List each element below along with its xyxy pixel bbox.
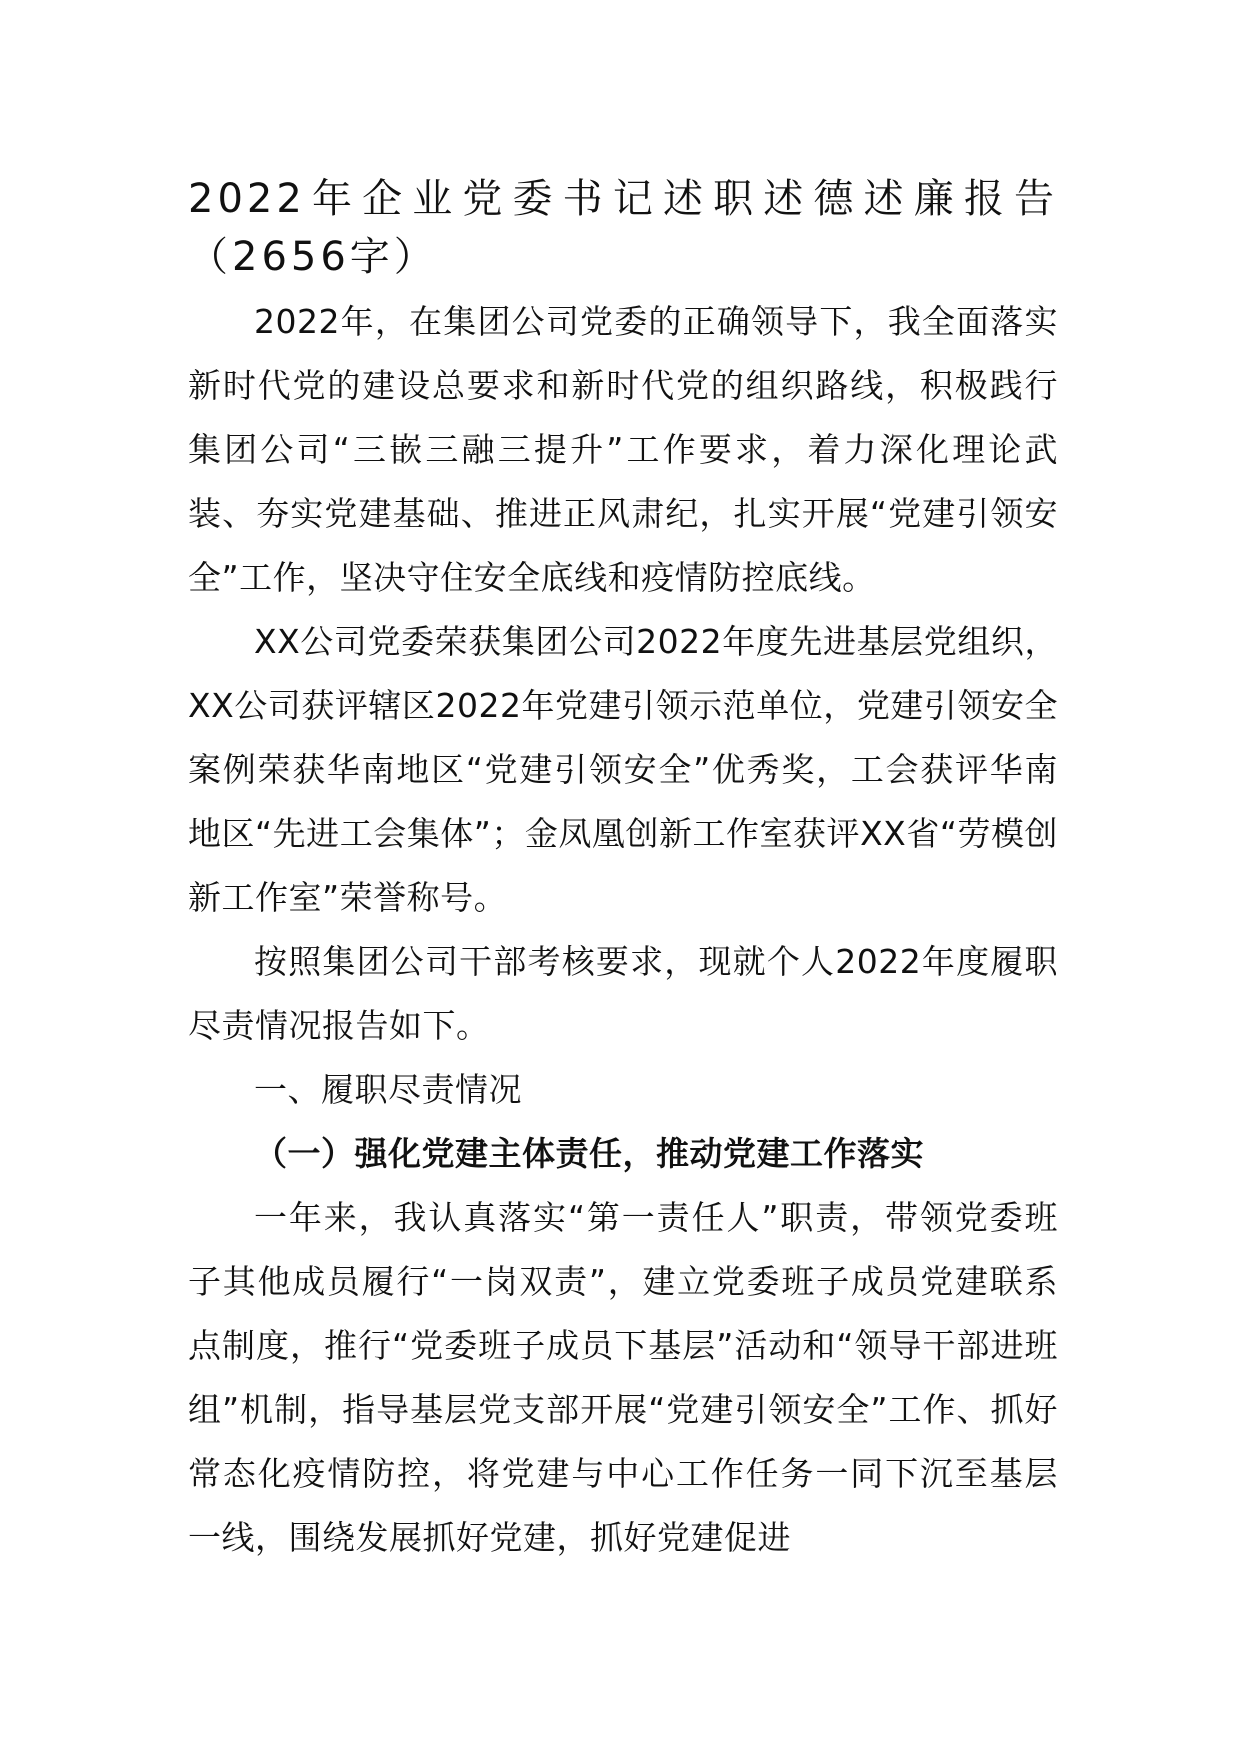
- document-title: 2022年企业党委书记述职述德述廉报告（2656字）: [188, 176, 1058, 280]
- body-paragraph: 一年来，我认真落实“第一责任人”职责，带领党委班子其他成员履行“一岗双责”，建立党委班子成员党建联系点制度，推行“党委班子成员下基层”活动和“领导干部进班组”机制，指导基层党支部开展“党建引领安全”工作、抓好常态化疫情防控，将党建与中心工作任务一同下沉至基层一线，围绕发展抓好党建，抓好党建促进: [188, 1198, 1058, 1557]
- section-heading: 一、履职尽责情况: [254, 1070, 522, 1109]
- document-page: [188, 170, 1058, 1570]
- report-intro-paragraph: 按照集团公司干部考核要求，现就个人2022年度履职尽责情况报告如下。: [188, 942, 1058, 1045]
- honors-paragraph: XX公司党委荣获集团公司2022年度先进基层党组织，XX公司获评辖区2022年党建引领示范单位，党建引领安全案例荣获华南地区“党建引领安全”优秀奖，工会获评华南地区“先进工会集体”；金凤凰创新工作室获评XX省“劳模创新工作室”荣誉称号。: [188, 622, 1058, 917]
- subsection-heading: （一）强化党建主体责任，推动党建工作落实: [254, 1134, 924, 1173]
- intro-paragraph: 2022年，在集团公司党委的正确领导下，我全面落实新时代党的建设总要求和新时代党的组织路线，积极践行集团公司“三嵌三融三提升”工作要求，着力深化理论武装、夯实党建基础、推进正风肃纪，扎实开展“党建引领安全”工作，坚决守住安全底线和疫情防控底线。: [188, 302, 1058, 597]
